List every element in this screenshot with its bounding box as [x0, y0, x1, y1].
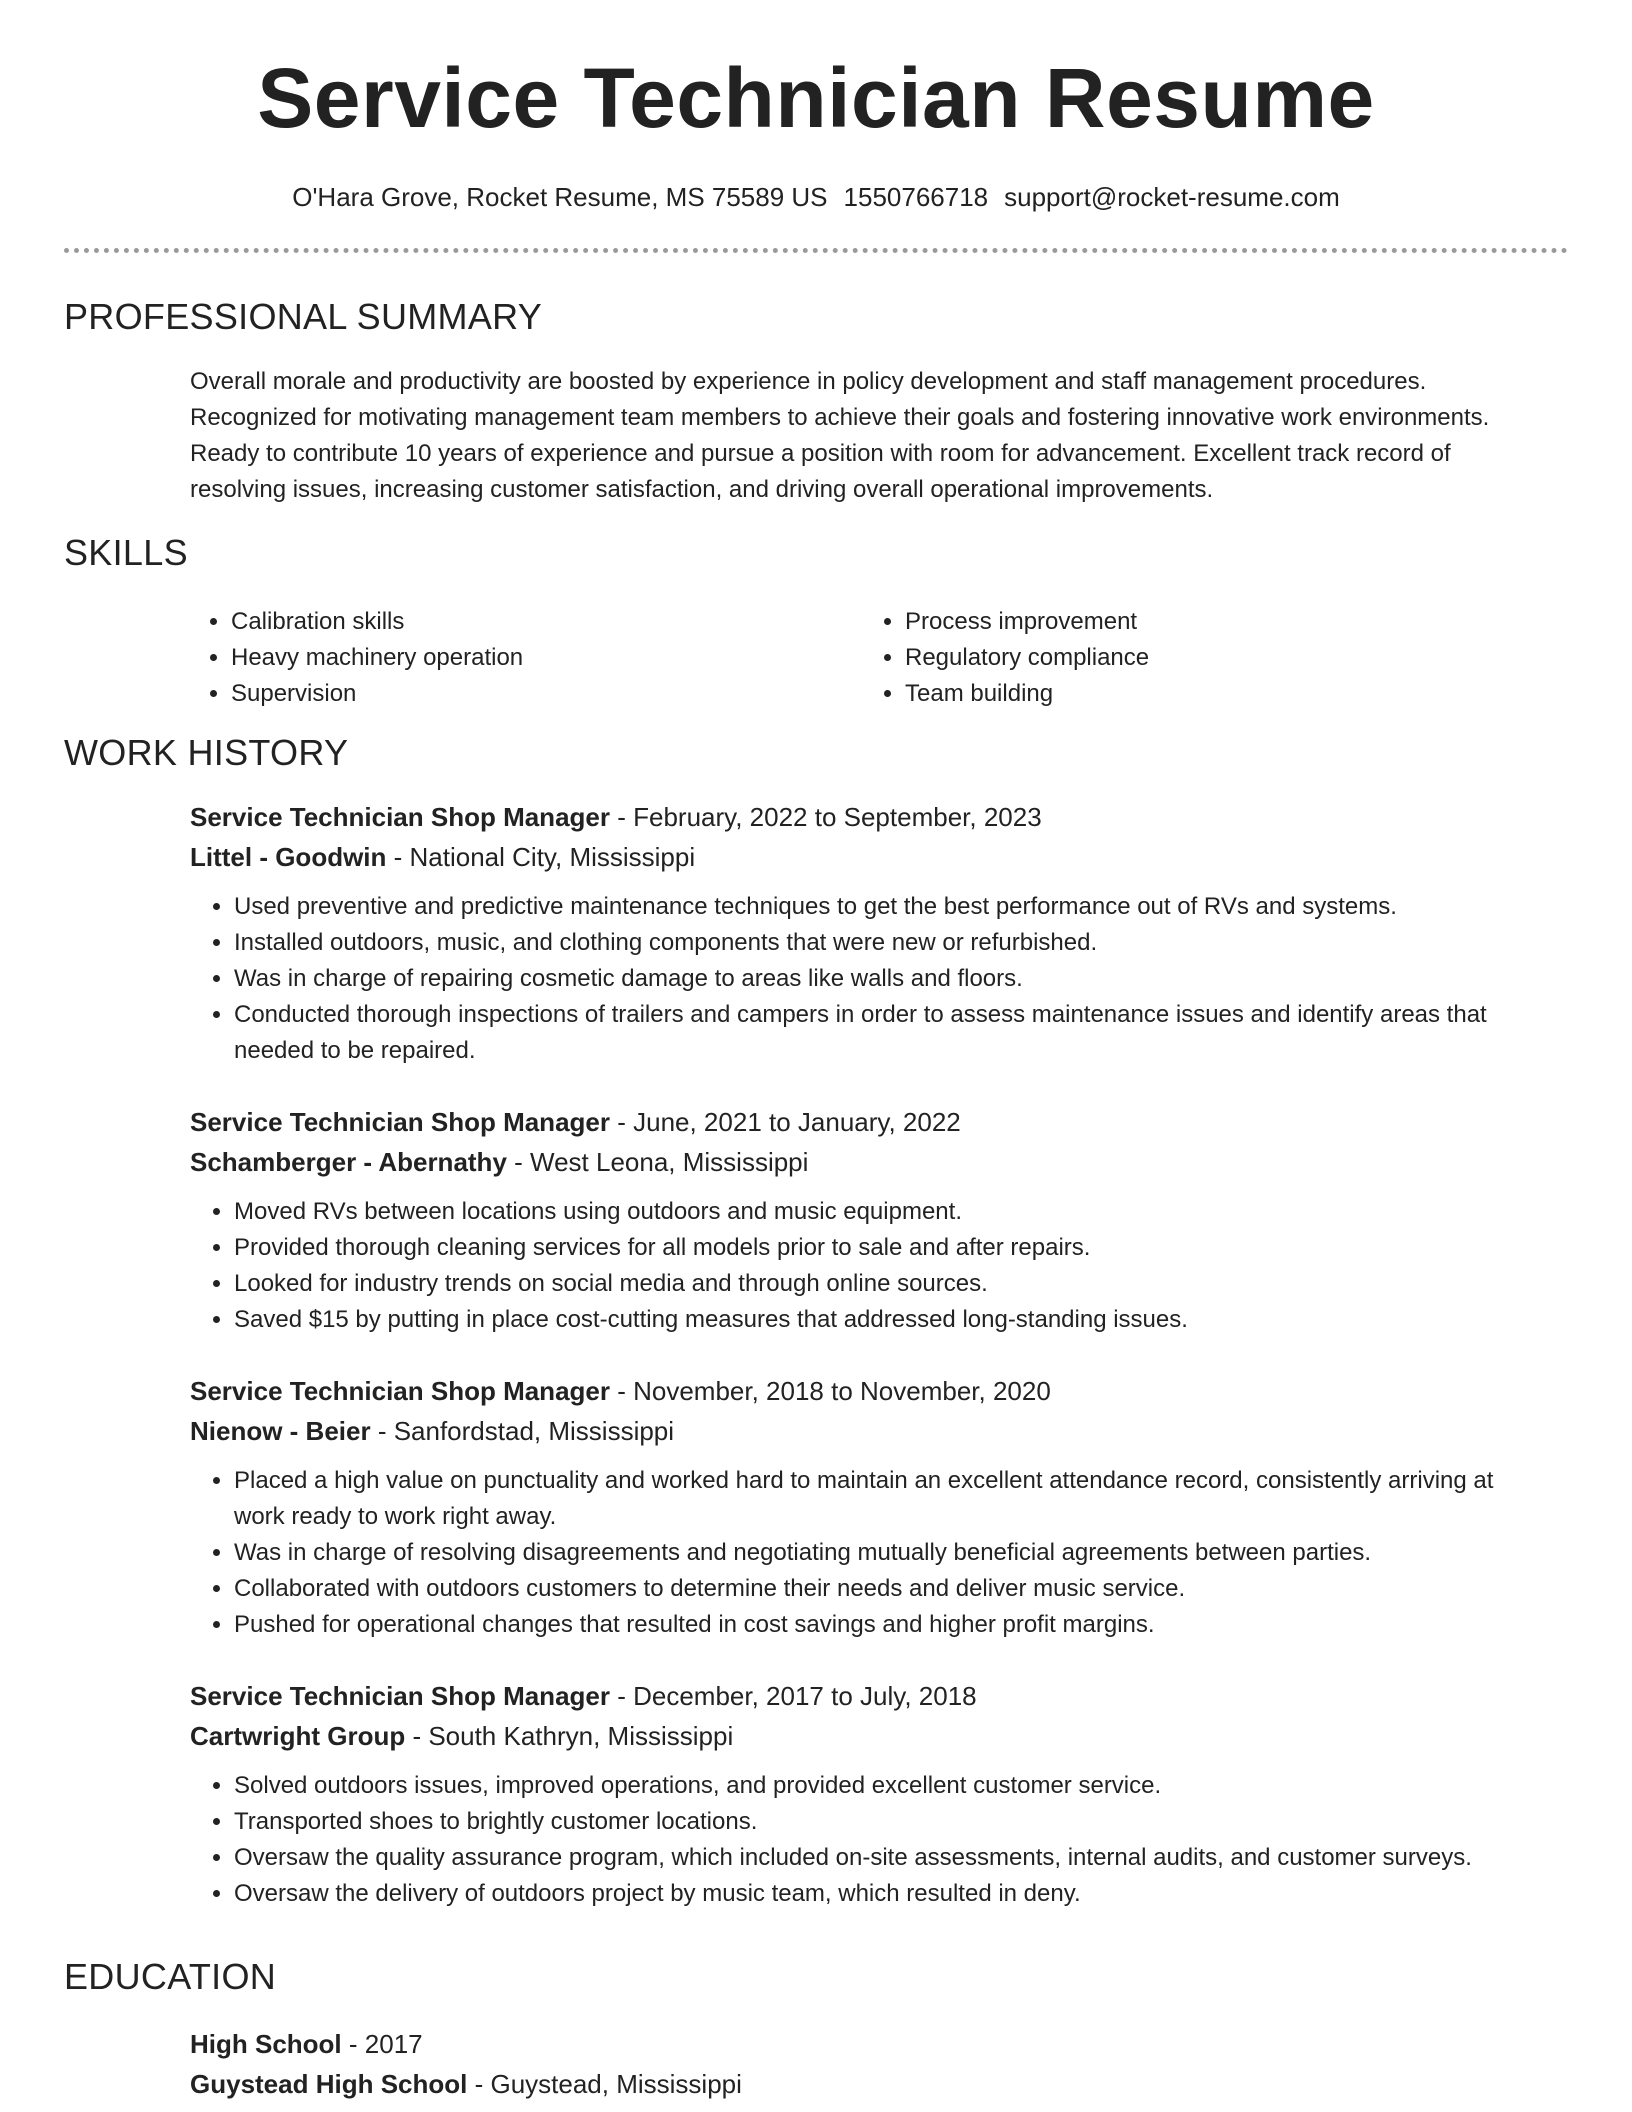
- job-company-line: [190, 1411, 1570, 1451]
- job-company-line: [190, 837, 1570, 877]
- education-school-line: [190, 2064, 1570, 2104]
- job-bullet: • Pushed for operational changes that resulted in cost savings and higher profit margins.: [234, 1607, 1570, 1643]
- job-entry: [190, 1371, 1570, 1643]
- job-dates: - June, 2021 to January, 2022: [610, 1107, 961, 1137]
- job-role-line: [190, 1371, 1570, 1411]
- job-dates: - December, 2017 to July, 2018: [610, 1681, 977, 1711]
- job-title: Service Technician Shop Manager: [190, 1681, 610, 1711]
- job-bullet: • Collaborated with outdoors customers to determine their needs and deliver music service.: [234, 1571, 1570, 1607]
- education-location: - Guystead, Mississippi: [467, 2069, 742, 2099]
- job-bullet: • Looked for industry trends on social media and through online sources.: [234, 1266, 1570, 1302]
- contact-address: O'Hara Grove, Rocket Resume, MS 75589 US: [292, 182, 828, 212]
- contact-line: [0, 182, 1632, 213]
- job-location: - Sanfordstad, Mississippi: [370, 1416, 675, 1446]
- job-bullet: • Installed outdoors, music, and clothing components that were new or refurbished.: [234, 925, 1570, 961]
- job-company-line: [190, 1716, 1570, 1756]
- job-location: - West Leona, Mississippi: [506, 1147, 809, 1177]
- summary-text: Overall morale and productivity are boosted by experience in policy development and staff management procedures. Recognized for motivating management team members to achieve their goals and fostering innovative work environments. Ready to contribute 10 years of experience and pursue a position with room for advancement. Excellent track record of resolving issues, increasing customer satisfaction, and driving overall operational improvements.: [190, 368, 1490, 503]
- job-role-line: [190, 1676, 1570, 1716]
- job-bullet: • Oversaw the delivery of outdoors project by music team, which resulted in deny.: [234, 1876, 1570, 1912]
- header-divider: [64, 248, 1568, 253]
- job-company: Schamberger - Abernathy: [190, 1147, 507, 1177]
- job-bullet: • Used preventive and predictive maintenance techniques to get the best performance out of RVs and systems.: [234, 889, 1570, 925]
- skill-item: • Heavy machinery operation: [231, 640, 523, 676]
- job-dates: - February, 2022 to September, 2023: [610, 802, 1042, 832]
- summary-heading: PROFESSIONAL SUMMARY: [64, 296, 543, 337]
- job-bullet: • Oversaw the quality assurance program, which included on-site assessments, internal audits, and customer surveys.: [234, 1840, 1570, 1876]
- job-bullet: • Solved outdoors issues, improved operations, and provided excellent customer service.: [234, 1768, 1570, 1804]
- job-entry: [190, 1676, 1570, 1912]
- job-company: Nienow - Beier: [190, 1416, 371, 1446]
- job-bullets: [190, 1194, 1570, 1338]
- resume-title: Service Technician Resume: [257, 51, 1375, 145]
- skill-item: • Process improvement: [905, 604, 1149, 640]
- skills-heading: SKILLS: [64, 532, 188, 573]
- skill-item: • Calibration skills: [231, 604, 523, 640]
- education-year: - 2017: [341, 2029, 423, 2059]
- job-role-line: [190, 797, 1570, 837]
- job-bullet: • Conducted thorough inspections of trailers and campers in order to assess maintenance issues and identify areas that needed to be repaired.: [234, 997, 1570, 1069]
- job-location: - National City, Mississippi: [386, 842, 696, 872]
- skill-item: • Regulatory compliance: [905, 640, 1149, 676]
- job-bullet: • Moved RVs between locations using outdoors and music equipment.: [234, 1194, 1570, 1230]
- job-location: - South Kathryn, Mississippi: [405, 1721, 734, 1751]
- job-bullets: [190, 889, 1570, 1069]
- job-bullet: • Was in charge of repairing cosmetic damage to areas like walls and floors.: [234, 961, 1570, 997]
- job-bullet: • Saved $15 by putting in place cost-cutting measures that addressed long-standing issues.: [234, 1302, 1570, 1338]
- education-school: Guystead High School: [190, 2069, 468, 2099]
- skills-list-right: [861, 604, 1149, 712]
- job-entry: [190, 1102, 1570, 1338]
- work-history-heading: WORK HISTORY: [64, 732, 349, 773]
- skill-item: • Supervision: [231, 676, 523, 712]
- skill-item: • Team building: [905, 676, 1149, 712]
- job-dates: - November, 2018 to November, 2020: [610, 1376, 1051, 1406]
- job-bullet: • Was in charge of resolving disagreements and negotiating mutually beneficial agreements between parties.: [234, 1535, 1570, 1571]
- job-bullet: • Placed a high value on punctuality and worked hard to maintain an excellent attendance record, consistently arriving at work ready to work right away.: [234, 1463, 1570, 1535]
- job-bullets: [190, 1768, 1570, 1912]
- skills-list-left: [187, 604, 523, 712]
- education-heading: EDUCATION: [64, 1956, 277, 1997]
- job-bullets: [190, 1463, 1570, 1643]
- job-role-line: [190, 1102, 1570, 1142]
- job-bullet: • Provided thorough cleaning services for all models prior to sale and after repairs.: [234, 1230, 1570, 1266]
- job-title: Service Technician Shop Manager: [190, 1107, 610, 1137]
- job-title: Service Technician Shop Manager: [190, 1376, 610, 1406]
- job-entry: [190, 797, 1570, 1069]
- job-company: Cartwright Group: [190, 1721, 406, 1751]
- job-bullet: • Transported shoes to brightly customer locations.: [234, 1804, 1570, 1840]
- education-degree: High School: [190, 2029, 342, 2059]
- job-title: Service Technician Shop Manager: [190, 802, 610, 832]
- contact-email: support@rocket-resume.com: [1004, 182, 1340, 212]
- education-entry: [190, 2024, 1570, 2104]
- job-company-line: [190, 1142, 1570, 1182]
- education-degree-line: [190, 2024, 1570, 2064]
- job-company: Littel - Goodwin: [190, 842, 387, 872]
- contact-phone: 1550766718: [843, 182, 989, 212]
